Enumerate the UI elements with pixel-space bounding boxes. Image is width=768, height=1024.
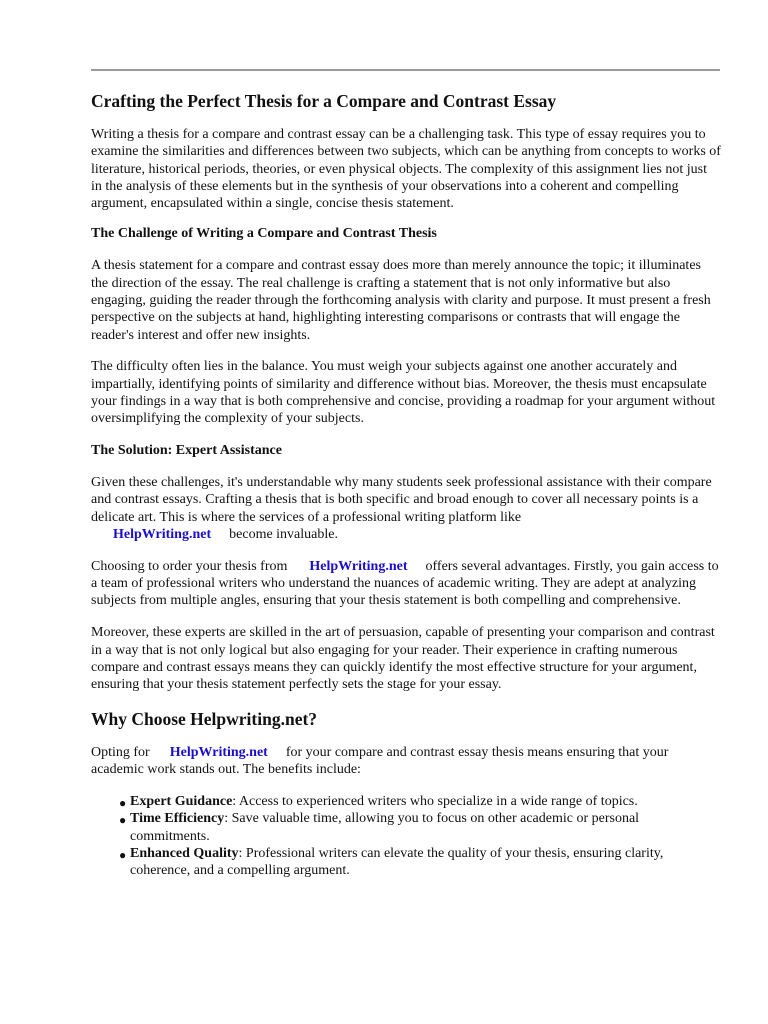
challenge-paragraph-1: A thesis statement for a compare and contrast essay does more than merely announce the topic; it illuminates the direction of the essay. The real challenge is crafting a statement that is not only informative but also engaging, guiding the reader through the forthcoming analysis with clarity and purpose. It must present a fresh perspective on the subjects at hand, highlighting interesting comparisons or contrasts that will engage the reader's interest and offer new insights. [91,258,711,343]
benefit-text: : Save valuable time, allowing you to focus on other academic or personal commitments. [130,811,640,844]
solution-p2-text-after: offers several advantages. Firstly, you gain access to a team of professional writers who understand the nuances of academic writing. They are adept at analyzing subjects from multiple angles, ensuring that your thesis statement is both compelling and comprehensive. [91,558,719,609]
article-body [91,90,721,880]
bullet-icon: ● [119,847,127,862]
solution-p1-text-before: Given these challenges, it's understandable why many students seek professional assistance with their compare and contrast essays. Crafting a thesis that is both specific and broad enough to cover all necessary points is a delicate art. This is where the services of a professional writing platform like [91,475,712,525]
page-title: Crafting the Perfect Thesis for a Compare and Contrast Essay [91,91,557,111]
benefit-text: : Access to experienced writers who specialize in a wide range of topics. [232,794,638,810]
list-item [119,793,721,810]
solution-paragraph-2 [91,558,721,610]
solution-p1-text-after: become invaluable. [229,527,338,543]
solution-paragraph-3: Moreover, these experts are skilled in the art of persuasion, capable of presenting your comparison and contrast in a way that is not only logical but also engaging for your reader. Their experience in crafting numerous compare and contrast essays means they can quickly identify the most effective structure for your argument, ensuring that your thesis statement perfectly sets the stage for your essay. [91,625,715,693]
solution-heading: The Solution: Expert Assistance [91,443,282,459]
benefit-term: Enhanced Quality [130,845,239,861]
challenge-heading: The Challenge of Writing a Compare and Contrast Thesis [91,226,437,242]
why-intro-paragraph [91,744,721,779]
solution-p2-text-before: Choosing to order your thesis from [91,558,288,574]
list-item [119,810,721,845]
benefit-term: Expert Guidance [130,794,233,810]
benefit-term: Time Efficiency [130,811,225,827]
helpwriting-link[interactable]: HelpWriting.net [113,527,212,543]
why-intro-text-after: for your compare and contrast essay thesis means ensuring that your academic work stands out. The benefits include: [91,744,669,778]
top-divider [91,69,720,71]
solution-paragraph-1 [91,474,721,543]
bullet-icon: ● [119,813,127,828]
benefit-text: : Professional writers can elevate the quality of your thesis, ensuring clarity, coherence, and a compelling argument. [130,845,664,879]
helpwriting-link[interactable]: HelpWriting.net [309,558,408,574]
why-intro-text-before: Opting for [91,744,150,760]
list-item [119,845,721,880]
why-heading: Why Choose Helpwriting.net? [91,708,318,729]
bullet-icon: ● [119,796,127,811]
benefits-list [91,793,721,879]
challenge-paragraph-2: The difficulty often lies in the balance. You must weigh your subjects against one another accurately and impartially, identifying points of similarity and difference without bias. Moreover, the thesis must encapsulate your findings in a way that is both comprehensive and concise, providing a roadmap for your argument without oversimplifying the complexity of your subjects. [91,359,716,427]
helpwriting-link[interactable]: HelpWriting.net [169,744,268,760]
intro-paragraph: Writing a thesis for a compare and contrast essay can be a challenging task. This type of essay requires you to examine the similarities and differences between two subjects, which can be anything from concepts to works of literature, historical periods, theories, or even physical objects. The complexity of this assignment lies not just in the analysis of these elements but in the synthesis of your observations into a coherent and compelling argument, encapsulated within a single, concise thesis statement. [91,127,721,212]
